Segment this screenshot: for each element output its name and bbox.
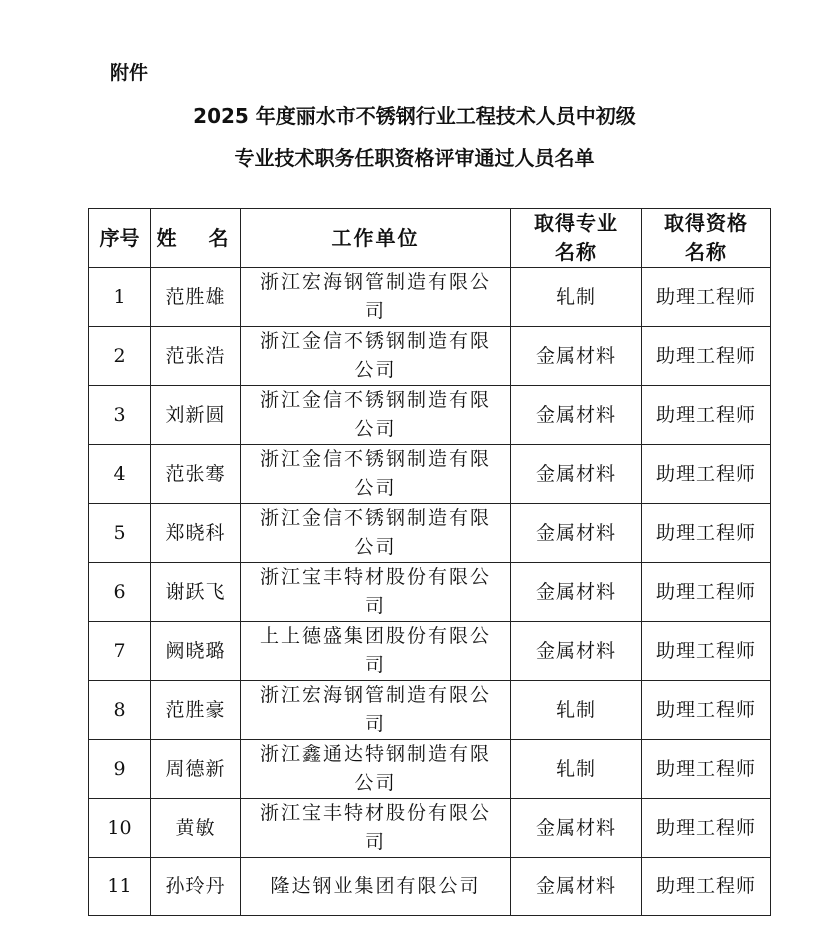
cell-name-text: 谢跃飞 xyxy=(165,580,226,603)
cell-work-unit xyxy=(241,563,511,622)
cell-major-text: 金属材料 xyxy=(535,344,616,367)
table-row xyxy=(89,799,771,858)
cell-qualification xyxy=(642,504,771,563)
cell-work-unit-text: 浙江金信不锈钢制造有限公司 xyxy=(259,448,491,499)
cell-serial-number-text: 11 xyxy=(107,875,132,897)
cell-major-text: 轧制 xyxy=(555,757,596,780)
cell-name-text: 郑晓科 xyxy=(165,521,226,544)
cell-serial-number-text: 2 xyxy=(113,344,126,367)
attachment-label: 附件 xyxy=(110,62,149,84)
cell-serial-number-text: 9 xyxy=(113,757,126,780)
cell-major xyxy=(511,740,642,799)
cell-major-text: 金属材料 xyxy=(535,521,616,544)
cell-serial-number-text: 5 xyxy=(113,521,126,544)
cell-name-text: 刘新圆 xyxy=(165,403,226,426)
cell-qualification-text: 助理工程师 xyxy=(655,816,756,839)
cell-serial-number-text: 10 xyxy=(107,816,132,839)
cell-qualification-text: 助理工程师 xyxy=(655,580,756,603)
cell-name-text: 范张骞 xyxy=(165,462,226,485)
cell-work-unit-text: 浙江宏海钢管制造有限公司 xyxy=(259,271,491,322)
cell-qualification xyxy=(642,268,771,327)
cell-qualification xyxy=(642,858,771,916)
cell-qualification xyxy=(642,386,771,445)
cell-serial-number xyxy=(89,504,151,563)
cell-qualification-text: 助理工程师 xyxy=(655,757,756,780)
cell-major xyxy=(511,622,642,681)
cell-major xyxy=(511,268,642,327)
cell-serial-number-text: 3 xyxy=(113,403,126,426)
table-header-row xyxy=(89,209,771,268)
header-serial-number: 序号 xyxy=(89,209,151,268)
cell-major-text: 轧制 xyxy=(555,698,596,721)
cell-qualification-text: 助理工程师 xyxy=(655,698,756,721)
cell-major xyxy=(511,445,642,504)
table-row xyxy=(89,622,771,681)
cell-major xyxy=(511,327,642,386)
table-row xyxy=(89,504,771,563)
table-row xyxy=(89,386,771,445)
cell-major-text: 金属材料 xyxy=(535,403,616,426)
cell-serial-number-text: 7 xyxy=(113,639,126,662)
cell-work-unit xyxy=(241,622,511,681)
cell-name xyxy=(151,858,241,916)
cell-qualification-text: 助理工程师 xyxy=(655,344,756,367)
cell-work-unit xyxy=(241,799,511,858)
cell-major-text: 金属材料 xyxy=(535,639,616,662)
header-major-text: 取得专业名称 xyxy=(534,211,618,264)
cell-name xyxy=(151,622,241,681)
cell-work-unit-text: 浙江宝丰特材股份有限公司 xyxy=(259,566,491,617)
cell-serial-number xyxy=(89,268,151,327)
table-row xyxy=(89,740,771,799)
header-qualification-text: 取得资格名称 xyxy=(664,211,748,264)
cell-name xyxy=(151,504,241,563)
table-row xyxy=(89,563,771,622)
header-work-unit: 工作单位 xyxy=(241,209,511,268)
cell-work-unit-text: 浙江金信不锈钢制造有限公司 xyxy=(259,330,491,381)
cell-name xyxy=(151,740,241,799)
cell-name-text: 范张浩 xyxy=(165,344,226,367)
cell-name-text: 范胜豪 xyxy=(165,698,226,721)
cell-qualification-text: 助理工程师 xyxy=(655,285,756,308)
cell-name xyxy=(151,681,241,740)
cell-serial-number xyxy=(89,799,151,858)
table-row xyxy=(89,445,771,504)
cell-name-text: 阙晓璐 xyxy=(165,639,226,662)
cell-work-unit-text: 浙江金信不锈钢制造有限公司 xyxy=(259,389,491,440)
cell-major-text: 金属材料 xyxy=(535,816,616,839)
header-qualification xyxy=(642,209,771,268)
cell-work-unit xyxy=(241,740,511,799)
cell-qualification xyxy=(642,563,771,622)
cell-major xyxy=(511,681,642,740)
cell-serial-number xyxy=(89,327,151,386)
cell-qualification xyxy=(642,445,771,504)
cell-work-unit xyxy=(241,858,511,916)
document-title-line-1: 2025 年度丽水市不锈钢行业工程技术人员中初级 xyxy=(193,104,636,128)
cell-work-unit xyxy=(241,268,511,327)
table-row xyxy=(89,268,771,327)
cell-qualification-text: 助理工程师 xyxy=(655,521,756,544)
cell-major xyxy=(511,386,642,445)
cell-work-unit xyxy=(241,445,511,504)
cell-work-unit-text: 上上德盛集团股份有限公司 xyxy=(259,625,491,676)
cell-serial-number xyxy=(89,445,151,504)
cell-name-text: 孙玲丹 xyxy=(165,875,226,897)
cell-serial-number-text: 1 xyxy=(113,285,126,308)
cell-qualification xyxy=(642,799,771,858)
cell-name xyxy=(151,563,241,622)
cell-major xyxy=(511,563,642,622)
table-row xyxy=(89,327,771,386)
header-major xyxy=(511,209,642,268)
cell-name xyxy=(151,445,241,504)
cell-major-text: 金属材料 xyxy=(535,875,616,897)
cell-qualification-text: 助理工程师 xyxy=(655,639,756,662)
cell-qualification xyxy=(642,327,771,386)
cell-serial-number-text: 6 xyxy=(113,580,126,603)
cell-work-unit-text: 浙江鑫通达特钢制造有限公司 xyxy=(259,743,491,794)
cell-serial-number xyxy=(89,622,151,681)
cell-work-unit xyxy=(241,386,511,445)
cell-major xyxy=(511,799,642,858)
cell-qualification xyxy=(642,740,771,799)
cell-serial-number-text: 8 xyxy=(113,698,126,721)
cell-qualification-text: 助理工程师 xyxy=(655,403,756,426)
cell-serial-number xyxy=(89,740,151,799)
cell-name-text: 周德新 xyxy=(165,757,226,780)
cell-qualification-text: 助理工程师 xyxy=(655,462,756,485)
cell-major-text: 金属材料 xyxy=(535,580,616,603)
cell-work-unit-text: 浙江金信不锈钢制造有限公司 xyxy=(259,507,491,558)
cell-name xyxy=(151,268,241,327)
cell-name-text: 黄敏 xyxy=(175,816,216,839)
cell-serial-number xyxy=(89,386,151,445)
cell-major-text: 金属材料 xyxy=(535,462,616,485)
cell-serial-number xyxy=(89,681,151,740)
cell-name-text: 范胜雄 xyxy=(165,285,226,308)
cell-serial-number-text: 4 xyxy=(113,462,126,485)
cell-major xyxy=(511,504,642,563)
cell-qualification-text: 助理工程师 xyxy=(655,875,756,897)
document-title-line-2: 专业技术职务任职资格评审通过人员名单 xyxy=(234,146,595,170)
cell-work-unit-text: 浙江宏海钢管制造有限公司 xyxy=(259,684,491,735)
cell-work-unit xyxy=(241,327,511,386)
cell-work-unit-text: 浙江宝丰特材股份有限公司 xyxy=(259,802,491,853)
header-name: 姓 名 xyxy=(151,209,241,268)
cell-qualification xyxy=(642,622,771,681)
cell-name xyxy=(151,386,241,445)
table-row xyxy=(89,858,771,916)
cell-major-text: 轧制 xyxy=(555,285,596,308)
cell-name xyxy=(151,327,241,386)
cell-work-unit xyxy=(241,681,511,740)
cell-major xyxy=(511,858,642,916)
cell-name xyxy=(151,799,241,858)
personnel-table xyxy=(88,208,771,916)
cell-work-unit-text: 隆达钢业集团有限公司 xyxy=(270,875,481,897)
cell-serial-number xyxy=(89,563,151,622)
table-row xyxy=(89,681,771,740)
cell-work-unit xyxy=(241,504,511,563)
cell-qualification xyxy=(642,681,771,740)
cell-serial-number xyxy=(89,858,151,916)
